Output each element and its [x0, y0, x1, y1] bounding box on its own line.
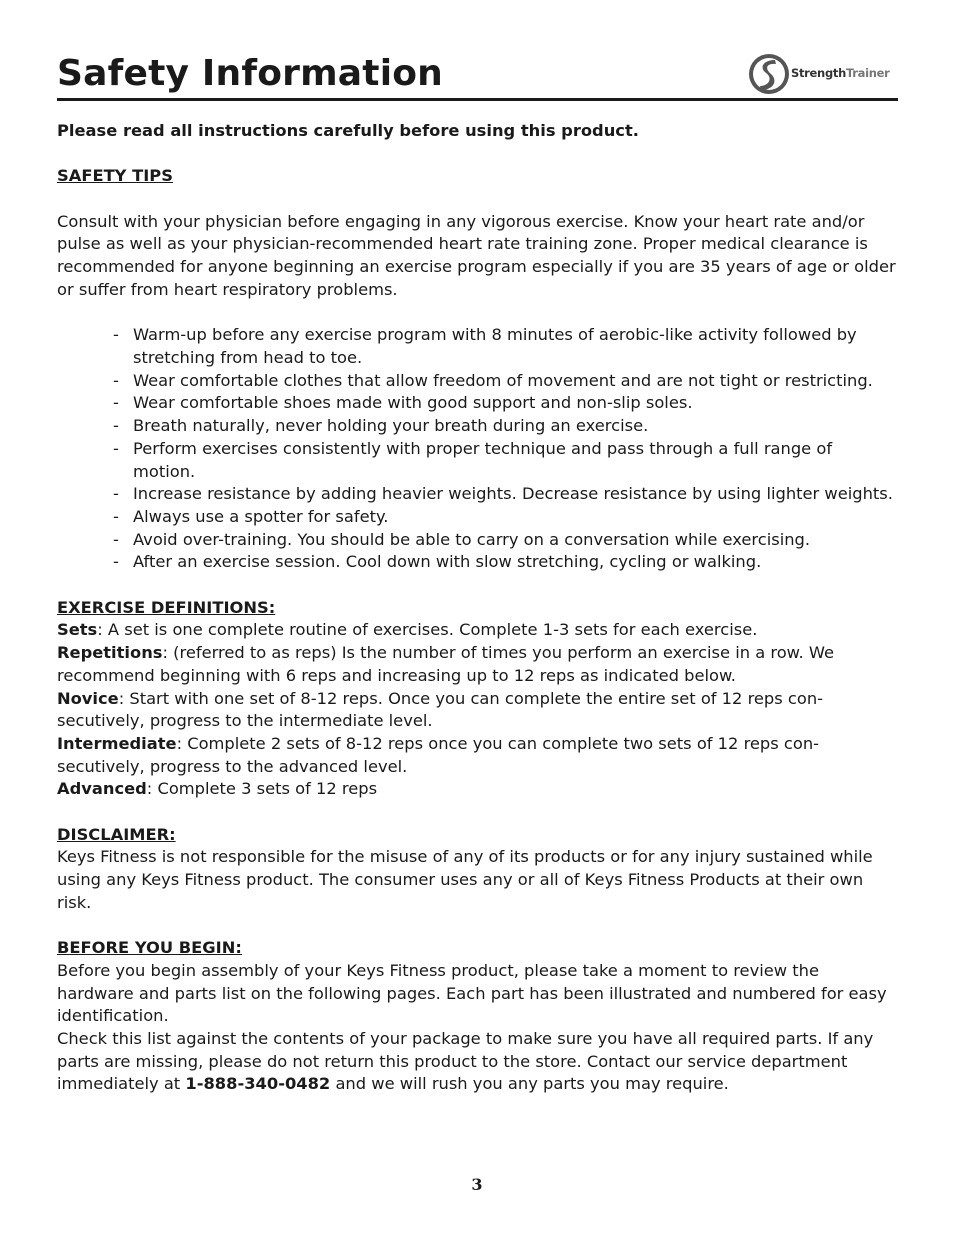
definition-repetitions: Repetitions: (referred to as reps) Is the number of times you perform an exercise in a row. We recommend beginning with 6 reps and increasing up to 12 reps as indicated below.: [57, 643, 835, 685]
definitions-heading: EXERCISE DEFINITIONS:: [57, 597, 276, 617]
page-content: [57, 120, 899, 1096]
service-phone-number: 1-888-340-0482: [185, 1074, 331, 1094]
definition-novice: Novice: Start with one set of 8-12 reps. Once you can complete the entire set of 12 reps con-secutively, progress to the intermediate level.: [57, 688, 824, 731]
list-item: - Wear comfortable shoes made with good support and non-slip soles.: [113, 393, 693, 413]
list-item: - Warm-up before any exercise program with 8 minutes of aerobic-like activity followed by stretching from head to toe.: [113, 325, 857, 367]
brand-logo: [747, 51, 899, 97]
page-number: 3: [471, 1175, 483, 1194]
list-item: - After an exercise session. Cool down with slow stretching, cycling or walking.: [113, 552, 762, 572]
definition-intermediate: Intermediate: Complete 2 sets of 8-12 reps once you can complete two sets of 12 reps con-secutively, progress to the advanced level.: [57, 733, 820, 776]
strengthtrainer-logo-icon: [747, 52, 791, 96]
before-you-begin-para1: Before you begin assembly of your Keys Fitness product, please take a moment to review the hardware and parts list on the following pages. Each part has been illustrated and numbered for easy identification.: [57, 960, 887, 1026]
definition-advanced: Advanced: Complete 3 sets of 12 reps: [57, 779, 378, 799]
logo-text-strength: Strength: [791, 66, 846, 80]
safety-tips-paragraph: Consult with your physician before engaging in any vigorous exercise. Know your heart rate and/or pulse as well as your physician-recommended heart rate training zone. Proper medical clearance is recommended for anyone beginning an exercise program especially if you are 35 years of age or older or suffer from heart respiratory problems.: [57, 211, 896, 299]
safety-tips-list: [57, 324, 899, 574]
definition-sets: Sets: A set is one complete routine of exercises. Complete 1-3 sets for each exercise.: [57, 620, 758, 640]
list-item: - Avoid over-training. You should be able to carry on a conversation while exercising.: [113, 529, 811, 549]
disclaimer-text: Keys Fitness is not responsible for the misuse of any of its products or for any injury sustained while using any Keys Fitness product. The consumer uses any or all of Keys Fitness Products at their own risk.: [57, 847, 873, 912]
before-you-begin-para2: Check this list against the contents of your package to make sure you have all required parts. If any parts are missing, please do not return this product to the store. Contact our service department immediately at 1-888-340-0482 and we will rush you any parts you may require.: [57, 1029, 874, 1094]
list-item: - Wear comfortable clothes that allow freedom of movement and are not tight or restricting.: [113, 370, 873, 390]
page-title: Safety Information: [57, 53, 443, 94]
title-rule: [57, 98, 898, 101]
logo-text-trainer: Trainer: [845, 66, 890, 80]
list-item: - Increase resistance by adding heavier weights. Decrease resistance by using lighter weights.: [113, 484, 893, 504]
list-item: - Perform exercises consistently with proper technique and pass through a full range of motion.: [113, 438, 833, 481]
safety-tips-heading: SAFETY TIPS: [57, 166, 173, 186]
intro-text: Please read all instructions carefully before using this product.: [57, 121, 639, 140]
list-item: - Breath naturally, never holding your breath during an exercise.: [113, 416, 649, 436]
disclaimer-heading: DISCLAIMER:: [57, 824, 176, 844]
before-you-begin-heading: BEFORE YOU BEGIN:: [57, 938, 242, 958]
logo-wordmark: [791, 66, 889, 80]
list-item: - Always use a spotter for safety.: [113, 506, 389, 526]
